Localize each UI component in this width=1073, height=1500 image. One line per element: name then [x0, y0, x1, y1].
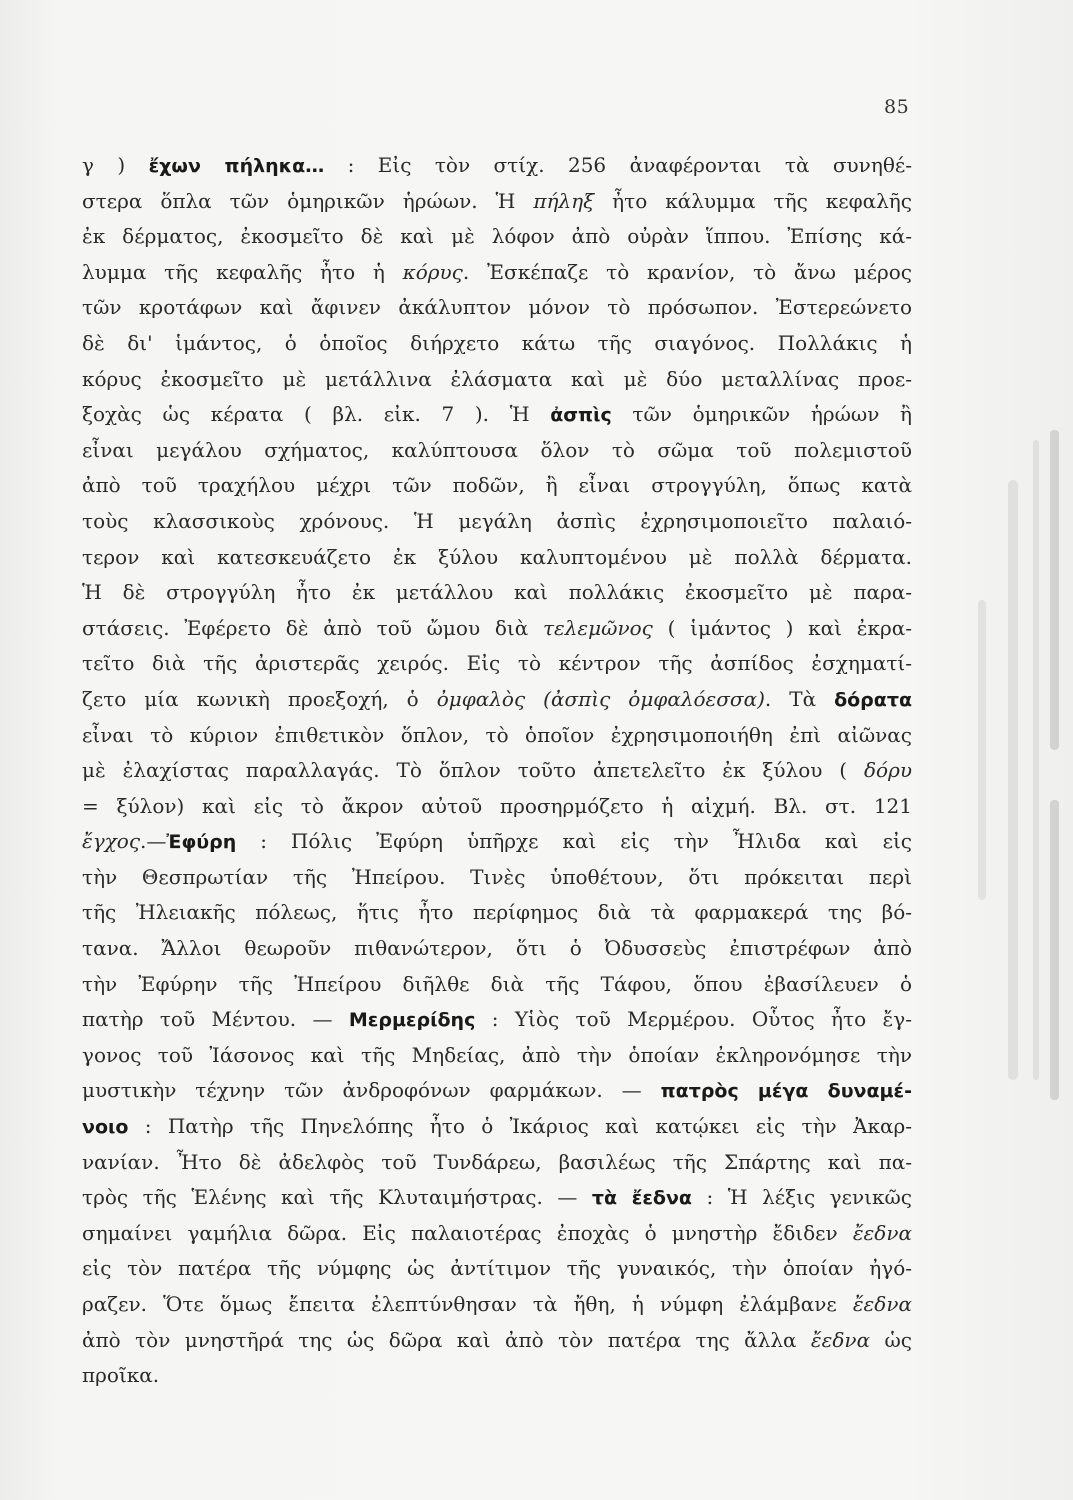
bold-lemma: ἔχων πήληκα… [148, 155, 325, 177]
bold-lemma: νοιο [82, 1116, 129, 1139]
text-line [82, 540, 912, 576]
text-line [82, 860, 912, 896]
text-run: κόρυς ἐκοσμεῖτο μὲ μετάλλινα ἐλάσματα καὶ μὲ δύο μεταλλίνας προε- [82, 366, 912, 391]
text-run: : Εἰς τὸν στίχ. 256 ἀναφέρονται τὰ συνηθέ- [324, 153, 912, 177]
text-run: γονος τοῦ Ἰάσονος καὶ τῆς Μηδείας, ἀπὸ τὴν ὁποίαν ἐκληρονόμησε τὴν [82, 1042, 912, 1067]
text-line [82, 1251, 912, 1287]
text-run: .— [140, 829, 167, 854]
italic-term: ὀμφαλὸς (ἀσπὶς ὀμφαλόεσσα) [436, 686, 765, 711]
text-line [82, 219, 912, 255]
text-run: : Ἡ λέξις γενικῶς [691, 1185, 912, 1210]
text-line [82, 326, 912, 362]
text-run: σημαίνει γαμήλια δῶρα. Εἰς παλαιοτέρας ἐποχὰς ὁ μνηστὴρ ἔδιδεν [82, 1220, 853, 1245]
text-line [82, 967, 912, 1003]
italic-term: ἔεδνα [852, 1220, 912, 1245]
text-run: τοὺς κλασσικοὺς χρόνους. Ἡ μεγάλη ἀσπὶς ἐχρησιμοποιεῖτο παλαιό- [82, 508, 912, 533]
text-run: Ἡ δὲ στρογγύλη ἦτο ἐκ μετάλλου καὶ πολλάκις ἐκοσμεῖτο μὲ παρα- [82, 580, 912, 605]
bold-lemma: πατρὸς μέγα δυναμέ- [660, 1080, 912, 1103]
bleed-through-stamp [938, 420, 1073, 1140]
text-line [82, 718, 912, 754]
italic-term: κόρυς [402, 259, 463, 284]
text-run: ραζεν. Ὅτε ὅμως ἔπειτα ἐλεπτύνθησαν τὰ ἤθη, ἡ νύμφη ἐλάμβανε [82, 1292, 853, 1316]
text-run: ξοχὰς ὡς κέρατα ( βλ. εἰκ. 7 ). Ἡ [82, 402, 551, 427]
text-run: τεῖτο διὰ τῆς ἀριστερᾶς χειρός. Εἰς τὸ κέντρον τῆς ἀσπίδος ἐσχηματί- [82, 651, 912, 676]
text-run: ἀπὸ τὸν μνηστῆρά της ὡς δῶρα καὶ ἀπὸ τὸν πατέρα της ἄλλα [82, 1327, 811, 1352]
text-line [82, 1073, 912, 1109]
text-run: νανίαν. Ἦτο δὲ ἀδελφὸς τοῦ Τυνδάρεω, βασιλέως τῆς Σπάρτης καὶ πα- [82, 1149, 912, 1174]
text-run: : Πόλις Ἐφύρη ὑπῆρχε καὶ εἰς τὴν Ἦλιδα καὶ εἰς [236, 829, 912, 854]
text-line [82, 1216, 912, 1252]
text-line [82, 682, 912, 718]
bold-lemma: Μερμερίδης [348, 1009, 476, 1032]
text-line [82, 184, 912, 220]
text-run: . Τὰ [764, 686, 835, 711]
text-run: τὴν Ἐφύρην τῆς Ἠπείρου διῆλθε διὰ τῆς Τάφου, ὅπου ἐβασίλευεν ὁ [82, 971, 912, 996]
text-run: ἦτο κάλυμμα τῆς κεφαλῆς [594, 188, 912, 213]
text-line [82, 1358, 912, 1394]
text-line [82, 290, 912, 326]
text-line [82, 1038, 912, 1074]
text-line [82, 1145, 912, 1181]
italic-term: ἔεδνα [810, 1327, 871, 1352]
text-run: στερα ὅπλα τῶν ὁμηρικῶν ἡρώων. Ἡ [82, 188, 534, 213]
text-line [82, 789, 912, 825]
text-line [82, 255, 912, 291]
text-run: τανα. Ἄλλοι θεωροῦν πιθανώτερον, ὅτι ὁ Ὀδυσσεὺς ἐπιστρέφων ἀπὸ [82, 936, 912, 961]
text-line [82, 468, 912, 504]
text-line [82, 397, 912, 433]
text-line [82, 504, 912, 540]
text-line [82, 148, 912, 184]
text-run: λυμμα τῆς κεφαλῆς ἦτο ἡ [82, 259, 403, 284]
text-run: τρὸς τῆς Ἑλένης καὶ τῆς Κλυταιμήστρας. — [82, 1185, 592, 1210]
text-run: τῶν κροτάφων καὶ ἄφινεν ἀκάλυπτον μόνον τὸ πρόσωπον. Ἐστερεώνετο [82, 295, 912, 320]
text-run: τὴν Θεσπρωτίαν τῆς Ἠπείρου. Τινὲς ὑποθέτουν, ὅτι πρόκειται περὶ [82, 864, 912, 889]
page-number: 85 [884, 96, 910, 118]
italic-term: ἔγχος [82, 829, 141, 854]
text-run: μυστικὴν τέχνην τῶν ἀνδροφόνων φαρμάκων. — [82, 1078, 661, 1103]
text-run: εἶναι τὸ κύριον ἐπιθετικὸν ὅπλον, τὸ ὁποῖον ἐχρησιμοποιήθη ἐπὶ αἰῶνας [82, 722, 912, 747]
italic-term: δόρυ [864, 758, 912, 783]
text-line [82, 362, 912, 398]
text-run: ἀπὸ τοῦ τραχήλου μέχρι τῶν ποδῶν, ἢ εἶναι στρογγύλη, ὅπως κατὰ [82, 473, 912, 498]
text-run: γ ) [82, 153, 149, 177]
bold-lemma: ἀσπὶς [550, 404, 612, 427]
text-line [82, 895, 912, 931]
text-line [82, 1323, 912, 1359]
bold-lemma: Ἐφύρη [166, 831, 237, 854]
text-run: τῶν ὁμηρικῶν ἡρώων ἢ [611, 402, 912, 427]
italic-term: ἔεδνα [852, 1292, 912, 1316]
text-run: εἶναι μεγάλου σχήματος, καλύπτουσα ὅλον τὸ σῶμα τοῦ πολεμιστοῦ [82, 437, 912, 462]
text-run: ( ἱμάντος ) καὶ ἐκρα- [652, 615, 912, 640]
text-line [82, 753, 912, 789]
text-run: ζετο μία κωνικὴ προεξοχή, ὁ [82, 686, 437, 711]
text-run: δὲ δι' ἱμάντος, ὁ ὁποῖος διήρχετο κάτω τῆς σιαγόνος. Πολλάκις ἡ [82, 330, 912, 355]
text-line [82, 824, 912, 860]
text-run: πατὴρ τοῦ Μέντου. — [82, 1007, 349, 1032]
italic-term: πήληξ [533, 188, 595, 213]
text-line [82, 433, 912, 469]
text-run: ἐκ δέρματος, ἐκοσμεῖτο δὲ καὶ μὲ λόφον ἀπὸ οὐρὰν ἵππου. Ἐπίσης κά- [82, 224, 912, 249]
text-line [82, 646, 912, 682]
bold-lemma: δόρατα [834, 688, 912, 711]
text-line [82, 1109, 912, 1145]
text-run: : Υἱὸς τοῦ Μερμέρου. Οὗτος ἦτο ἔγ- [475, 1007, 912, 1032]
text-run: . Ἐσκέπαζε τὸ κρανίον, τὸ ἄνω μέρος [462, 259, 912, 284]
text-line [82, 575, 912, 611]
text-run: μὲ ἐλαχίστας παραλλαγάς. Τὸ ὅπλον τοῦτο ἀπετελεῖτο ἐκ ξύλου ( [82, 758, 864, 783]
bold-lemma: τὰ ἔεδνα [591, 1187, 692, 1210]
text-line [82, 1180, 912, 1216]
text-run: εἰς τὸν πατέρα τῆς νύμφης ὡς ἀντίτιμον τῆς γυναικός, τὴν ὁποίαν ἠγό- [82, 1256, 912, 1281]
text-run: : Πατὴρ τῆς Πηνελόπης ἦτο ὁ Ἰκάριος καὶ κατῴκει εἰς τὴν Ἀκαρ- [128, 1114, 912, 1139]
text-run: ὡς [870, 1327, 912, 1352]
text-run: τερον καὶ κατεσκευάζετο ἐκ ξύλου καλυπτομένου μὲ πολλὰ δέρματα. [82, 544, 912, 569]
italic-term: τελεμῶνος [542, 615, 653, 640]
commentary-text [82, 148, 912, 1394]
text-line [82, 1002, 912, 1038]
text-run: στάσεις. Ἐφέρετο δὲ ἀπὸ τοῦ ὤμου διὰ [82, 615, 543, 640]
text-line [82, 931, 912, 967]
text-run: = ξύλον) καὶ εἰς τὸ ἄκρον αὐτοῦ προσηρμόζετο ἡ αἰχμή. Βλ. στ. 121 [82, 793, 912, 818]
text-run: προῖκα. [82, 1363, 160, 1388]
text-line [82, 1287, 912, 1323]
text-line [82, 611, 912, 647]
text-run: τῆς Ἠλειακῆς πόλεως, ἥτις ἦτο περίφημος διὰ τὰ φαρμακερά της βό- [82, 900, 912, 925]
